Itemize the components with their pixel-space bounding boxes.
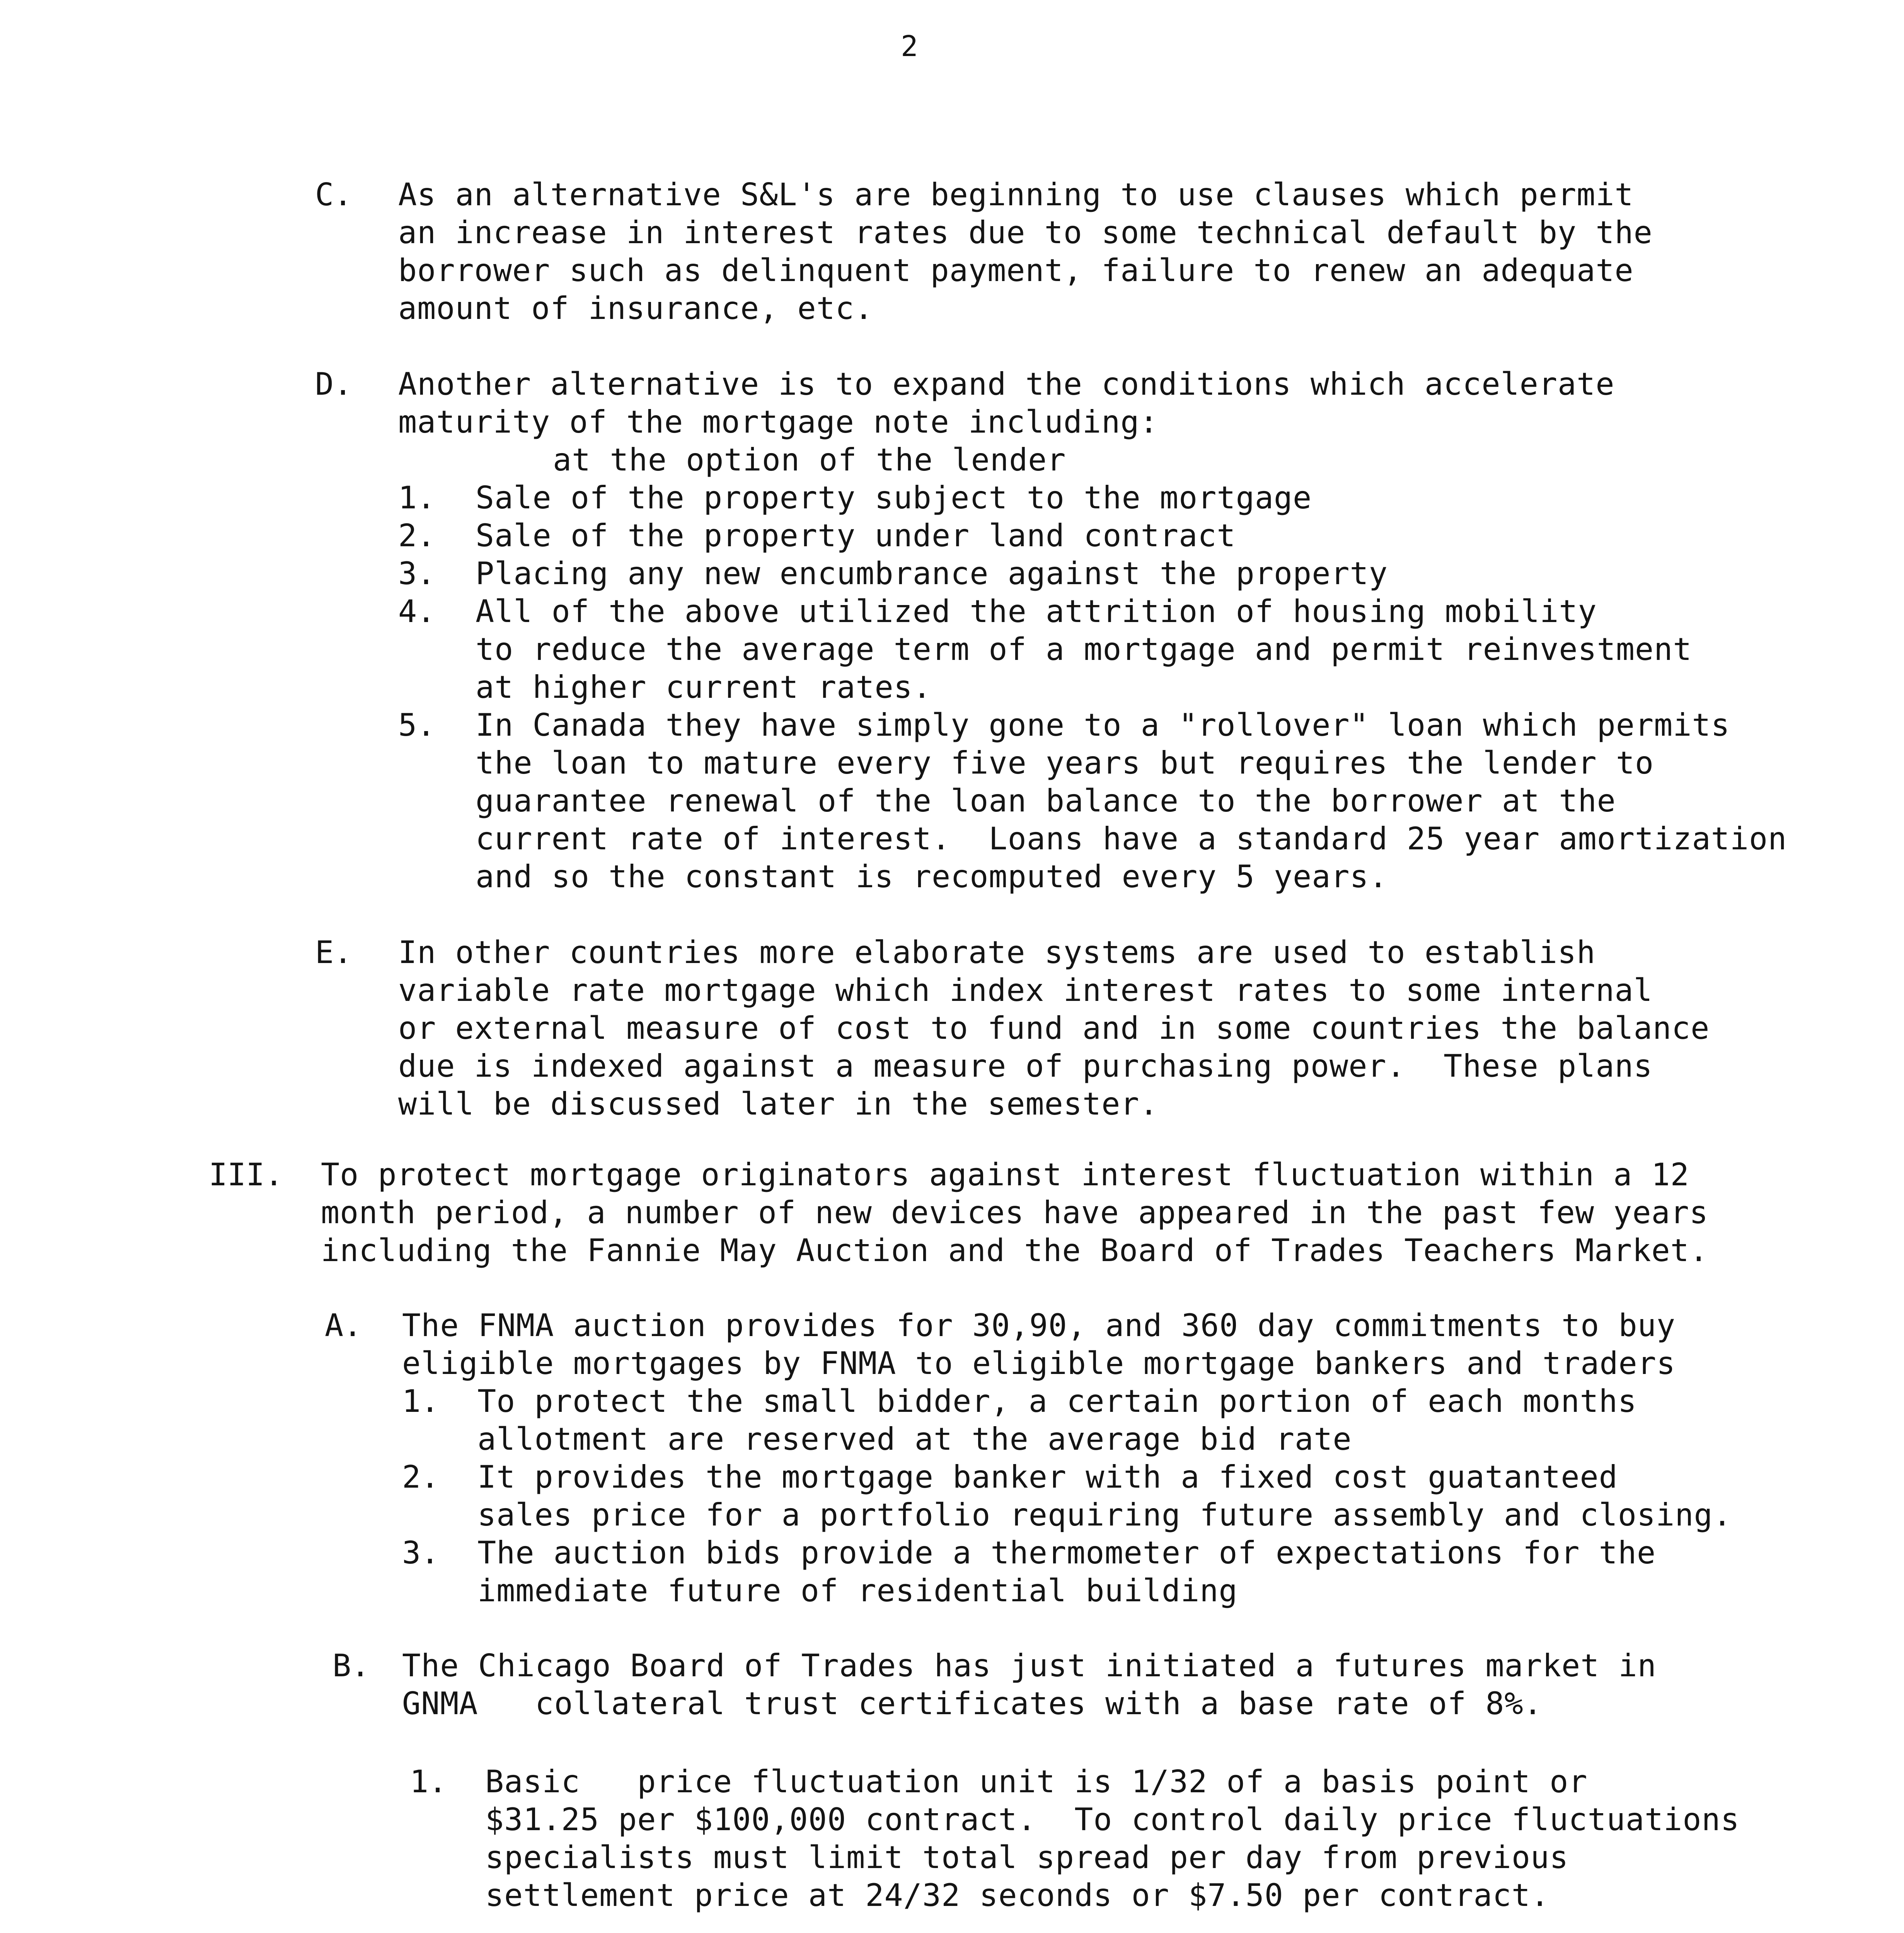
text-line: including the Fannie May Auction and the Board of Trades Teachers Market.: [321, 1232, 1708, 1268]
text-line: To protect mortgage originators against interest fluctuation within a 12: [321, 1157, 1689, 1193]
text-line: As an alternative S&L's are beginning to use clauses which permit: [398, 177, 1634, 213]
text-line: due is indexed against a measure of purchasing power. These plans: [398, 1048, 1653, 1084]
text-line: at the option of the lender: [553, 442, 1066, 478]
list-item-number: 2.: [402, 1459, 440, 1495]
text-line: The Chicago Board of Trades has just initiated a futures market in: [402, 1648, 1657, 1684]
list-item-number: 1.: [402, 1383, 440, 1419]
list-item-number: 3.: [402, 1535, 440, 1571]
text-line: eligible mortgages by FNMA to eligible mortgage bankers and traders: [402, 1345, 1676, 1381]
text-line: In other countries more elaborate systems are used to establish: [398, 934, 1596, 970]
list-item-text: guarantee renewal of the loan balance to the borrower at the: [476, 783, 1616, 819]
list-item-text: It provides the mortgage banker with a fixed cost guatanteed: [477, 1459, 1618, 1495]
list-item-number: 3.: [398, 556, 436, 591]
list-item-text: immediate future of residential building: [477, 1573, 1238, 1609]
list-item-text: To protect the small bidder, a certain portion of each months: [477, 1383, 1637, 1419]
text-line: GNMA collateral trust certificates with a base rate of 8%.: [402, 1686, 1543, 1722]
list-item-text: current rate of interest. Loans have a standard 25 year amortization: [476, 821, 1787, 857]
section-label: D.: [315, 366, 353, 402]
section-label: B.: [332, 1648, 370, 1684]
text-line: variable rate mortgage which index interest rates to some internal: [398, 972, 1653, 1008]
list-item-text: Placing any new encumbrance against the property: [476, 556, 1388, 591]
section-label: C.: [315, 177, 353, 213]
list-item-text: Sale of the property subject to the mortgage: [476, 480, 1312, 516]
text-line: Another alternative is to expand the conditions which accelerate: [398, 366, 1615, 402]
text-line: an increase in interest rates due to some technical default by the: [398, 215, 1653, 251]
list-item-text: settlement price at 24/32 seconds or $7.50 per contract.: [485, 1877, 1550, 1913]
list-item-text: and so the constant is recomputed every 5 years.: [476, 859, 1388, 895]
list-item-text: at higher current rates.: [476, 669, 932, 705]
list-item-number: 5.: [398, 707, 436, 743]
list-item-text: Sale of the property under land contract: [476, 518, 1236, 554]
list-item-text: All of the above utilized the attrition of housing mobility: [476, 593, 1597, 629]
text-line: or external measure of cost to fund and in some countries the balance: [398, 1010, 1710, 1046]
text-line: maturity of the mortgage note including:: [398, 404, 1159, 440]
list-item-text: the loan to mature every five years but requires the lender to: [476, 745, 1654, 781]
list-item-text: specialists must limit total spread per day from previous: [485, 1839, 1569, 1875]
section-label: E.: [315, 934, 353, 970]
list-item-number: 2.: [398, 518, 436, 554]
section-label: III.: [209, 1157, 283, 1193]
list-item-text: Basic price fluctuation unit is 1/32 of a basis point or: [485, 1764, 1588, 1800]
list-item-text: In Canada they have simply gone to a "rollover" loan which permits: [476, 707, 1730, 743]
text-line: amount of insurance, etc.: [398, 290, 874, 326]
list-item-text: The auction bids provide a thermometer of expectations for the: [477, 1535, 1656, 1571]
list-item-text: sales price for a portfolio requiring future assembly and closing.: [477, 1497, 1732, 1533]
list-item-number: 4.: [398, 593, 436, 629]
section-label: A.: [325, 1307, 362, 1343]
text-line: will be discussed later in the semester.: [398, 1086, 1159, 1122]
list-item-text: $31.25 per $100,000 contract. To control daily price fluctuations: [485, 1802, 1740, 1838]
text-line: month period, a number of new devices have appeared in the past few years: [321, 1195, 1708, 1231]
list-item-text: allotment are reserved at the average bid rate: [477, 1421, 1352, 1457]
page-number: 2: [901, 30, 918, 63]
list-item-text: to reduce the average term of a mortgage and permit reinvestment: [476, 631, 1692, 667]
text-line: The FNMA auction provides for 30,90, and 360 day commitments to buy: [402, 1307, 1676, 1343]
list-item-number: 1.: [410, 1764, 447, 1800]
text-line: borrower such as delinquent payment, failure to renew an adequate: [398, 252, 1634, 288]
list-item-number: 1.: [398, 480, 436, 516]
